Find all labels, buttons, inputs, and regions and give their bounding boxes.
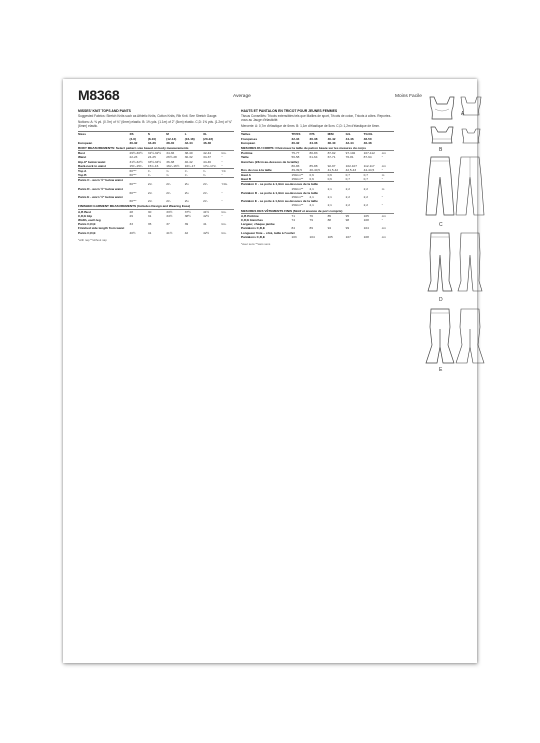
table-cell: 38-40 <box>166 140 175 145</box>
table-cell: Yds. <box>221 182 228 187</box>
table-cell: ¾ <box>166 173 169 178</box>
table-cell: 48-50 <box>363 136 372 141</box>
table-cell: Pantalons C,D,E <box>241 226 265 231</box>
table-cell: 32-34 <box>291 136 300 141</box>
table-cell: 2,2 <box>363 195 368 200</box>
table-cell: TP/XS <box>291 132 309 137</box>
table-cell: European <box>78 140 93 145</box>
table-cell: " <box>381 203 383 208</box>
table-cell: Ins. <box>221 209 227 214</box>
table-cell: 107 <box>345 234 351 239</box>
table-cell: Pants C - worn ½" below waist <box>78 178 129 183</box>
section-title: MESURES DU CORPS: Choisissez la taille du patron basée sur les mesures du corps <box>241 145 394 151</box>
table-cell: 150cm** <box>291 195 304 200</box>
table-cell: TG/XL <box>364 132 382 137</box>
table-cell: Bust <box>78 151 85 156</box>
table-cell: 34-36 <box>147 140 156 145</box>
table-cell: 102-107 <box>345 163 357 168</box>
table-cell: 31 <box>147 213 152 218</box>
table-cell: 75-77 <box>291 151 300 156</box>
table-cell: Pantalon C - se porte à 1,3cm au-dessous de la taille <box>241 182 319 187</box>
table-row <box>78 231 234 235</box>
table-cell: 80-83 <box>291 163 300 168</box>
table-cell: 105 <box>363 213 369 218</box>
table-cell: 95 <box>345 213 350 218</box>
table-cell: 60"** <box>129 182 137 187</box>
table-cell: 150cm** <box>291 177 304 182</box>
table-cell: Sizes <box>78 132 129 137</box>
table-cell: 0,6 <box>328 173 346 178</box>
table-cell: 44-46 <box>203 159 212 164</box>
table-cell: " <box>381 155 383 160</box>
figure-label-a: A <box>461 111 465 117</box>
table-cell: 104 <box>309 234 315 239</box>
table-cell: 41½ <box>166 230 173 235</box>
table-cell: S <box>148 132 166 137</box>
table-cell: 30-32 <box>129 140 138 145</box>
table-cell: 87-92 <box>327 151 336 156</box>
table-cell: 38½ <box>184 213 191 218</box>
table-cell: 98 <box>345 217 350 222</box>
table-cell: 97-102 <box>345 151 356 156</box>
table-cell: 28 <box>129 209 133 214</box>
pants-e-back-illustration <box>455 307 485 367</box>
french-fabrics: Tissus Conseillés: Tricots extensibles tels que Mailles de sport, Tricots de coton, Tricots à côtes. Reportez-vous au Jauge d'élasticité. <box>241 114 392 123</box>
pants-c-back-illustration <box>455 155 485 219</box>
table-cell: 85 <box>327 213 332 218</box>
table-cell: Pantalon D - se porte à 1,3cm au-dessous de la taille <box>241 190 319 195</box>
table-cell: 40-40,5 <box>309 167 321 172</box>
table-cell: 60"** <box>129 173 137 178</box>
table-cell: 87-94 <box>363 155 372 160</box>
table-cell: ¾ <box>185 168 203 173</box>
table-cell: Européen <box>241 140 256 145</box>
table-cell: Poitrine <box>241 151 253 156</box>
table-cell: ¾ <box>203 168 221 173</box>
table-cell: Finished side length from waist <box>78 226 125 231</box>
table-cell: 34-36 <box>309 140 318 145</box>
table-cell: (12-14) <box>166 136 177 141</box>
table-cell: 33 <box>129 222 133 227</box>
table-cell: 36-38 <box>309 136 318 141</box>
table-cell: 31½-32½ <box>147 151 161 156</box>
garment-illustrations <box>417 95 487 395</box>
table-cell: 71 <box>291 213 295 218</box>
table-cell: Top A <box>78 168 129 173</box>
table-cell: A,B Bust <box>78 209 92 214</box>
table-cell: 33½-34½ <box>147 159 161 164</box>
table-cell: 150cm** <box>291 186 304 191</box>
table-cell: 0,7 <box>363 177 368 182</box>
table-cell: 94 <box>327 226 332 231</box>
table-cell: cm <box>381 151 386 156</box>
table-cell: 2,1 <box>309 195 314 200</box>
table-cell: 26½-28 <box>166 155 177 160</box>
table-cell: 42½ <box>203 213 210 218</box>
pants-d-back-illustration <box>455 231 485 295</box>
table-cell: 2¼ <box>147 199 153 204</box>
table-cell: 2,2 <box>363 186 368 191</box>
table-cell: 105 <box>327 234 333 239</box>
table-row <box>78 164 234 169</box>
table-cell: 108 <box>363 234 369 239</box>
table-cell: 38-40 <box>327 140 336 145</box>
french-notions: Mercerie: A: 0,7m d'élastique de 6mm. B: 1,1m d'élastique de 5cm. C,D: 1,2m d'élastique de 6mm. <box>241 124 380 129</box>
table-cell: 31½-32½ <box>129 159 143 164</box>
figure-label-d: D <box>439 297 443 303</box>
table-cell: (16-18) <box>184 136 195 141</box>
table-cell: 2¼ <box>184 182 189 187</box>
table-cell: 2,2 <box>345 186 350 191</box>
table-cell: 46-48 <box>363 140 372 145</box>
table-cell: 33½ <box>166 209 173 214</box>
table-cell: Largeur, chaque jambe <box>241 222 275 227</box>
table-cell: 41,5-42 <box>327 167 339 172</box>
table-cell: 76 <box>309 213 313 218</box>
table-cell: 42,5-43 <box>345 167 357 172</box>
table-cell: 2,1 <box>309 203 314 208</box>
table-cell: 41 <box>203 222 207 227</box>
table-cell: 0,7 <box>364 173 382 178</box>
french-column <box>241 109 394 246</box>
difficulty-english: Average <box>233 94 251 99</box>
pattern-envelope-back <box>63 79 477 663</box>
table-cell: Back-neck to waist <box>78 163 106 168</box>
table-cell: 34-36 <box>166 151 175 156</box>
table-cell: P/S <box>310 132 328 137</box>
table-cell: 2¼ <box>203 199 208 204</box>
table-cell: 2,2 <box>345 203 350 208</box>
top-b-back-illustration <box>457 127 485 147</box>
table-cell: 35 <box>147 222 152 227</box>
table-cell: " <box>221 163 223 168</box>
table-cell: Ins. <box>221 222 227 227</box>
table-cell: Pants C,D,E <box>78 222 96 227</box>
table-cell: " <box>381 217 383 222</box>
table-cell: (4-6) <box>129 136 137 141</box>
table-cell: 46-48 <box>203 140 212 145</box>
table-cell: Pants E - worn ½" below waist <box>78 195 123 200</box>
table-cell: 0,6 <box>309 177 314 182</box>
table-cell: M <box>166 132 184 137</box>
table-cell: 2,2 <box>363 203 368 208</box>
table-cell: cm <box>381 234 386 239</box>
table-cell: 60"** <box>129 190 137 195</box>
table-row <box>241 168 394 173</box>
table-cell: Hanches (23cm au-dessous de la taille) <box>241 159 299 164</box>
table-cell: XS <box>129 132 147 137</box>
table-cell: G/L <box>346 132 364 137</box>
table-cell: 79 <box>309 217 313 222</box>
table-cell: 30-32 <box>291 140 300 145</box>
table-cell: 2¼ <box>166 182 171 187</box>
section-title: MESURES DES VÊTEMENTS FINIS (Motif et aisance de port compris) <box>241 208 394 214</box>
table-cell: 44-46 <box>345 136 354 141</box>
table-cell: 80-83 <box>309 151 318 156</box>
pants-e-front-illustration <box>425 307 455 367</box>
section-title: FINISHED GARMENT MEASUREMENTS (Includes Design and Wearing Ease) <box>78 203 234 209</box>
table-cell: 17¼-17¼ <box>203 163 217 168</box>
top-a-back-illustration <box>457 95 485 119</box>
table-cell: 16¼-16½ <box>166 163 180 168</box>
table-cell: ¾ <box>148 168 166 173</box>
table-cell: 42-44 <box>345 140 354 145</box>
pants-d-front-illustration <box>425 231 455 295</box>
table-cell: Ins. <box>221 151 227 156</box>
table-cell: 34½ <box>166 213 173 218</box>
table-cell: 89 <box>309 226 313 231</box>
table-cell: Width, each leg <box>78 217 101 222</box>
table-cell: 39-39,5 <box>291 167 302 172</box>
table-cell: 2¼ <box>166 190 171 195</box>
table-cell: Ins. <box>221 230 227 235</box>
table-cell: 60"** <box>129 199 137 204</box>
table-cell: 38-40 <box>184 151 193 156</box>
english-size-table <box>78 131 234 234</box>
table-cell: cm <box>381 213 386 218</box>
table-cell: 2,1 <box>309 186 314 191</box>
table-cell: 74 <box>291 217 295 222</box>
table-cell: 2¼ <box>147 190 153 195</box>
table-cell: 2¼ <box>184 190 189 195</box>
table-cell: Longueur finie – côté, taille à l'ourlet <box>241 230 295 235</box>
table-cell: 29½-30½ <box>129 151 143 156</box>
table-cell: 37 <box>166 222 170 227</box>
table-cell: m <box>382 173 394 178</box>
table-cell: 34-37 <box>203 155 212 160</box>
difficulty-french: Moins Facile <box>395 94 422 99</box>
top-a-front-illustration <box>425 95 459 125</box>
table-cell: 60"** <box>129 168 147 173</box>
table-cell: Taille <box>241 155 249 160</box>
table-cell: Françaises <box>241 136 258 141</box>
table-cell: m <box>381 186 385 191</box>
table-cell: 2¼ <box>147 182 153 187</box>
table-cell: 85-88 <box>309 163 318 168</box>
section-title: BODY MEASUREMENTS: Select pattern size based on body measurements <box>78 145 234 151</box>
table-cell: 24-25 <box>147 155 156 160</box>
table-cell: 15¾-16 <box>147 163 159 168</box>
table-cell: 112-117 <box>363 163 375 168</box>
table-cell: " <box>381 195 383 200</box>
table-cell: 2,1 <box>327 203 332 208</box>
table-cell: Pants D - worn ½" below waist <box>78 186 123 191</box>
table-cell: Dos du cou à la taille <box>241 167 272 172</box>
table-cell: 2¼ <box>166 199 171 204</box>
table-cell: 61-64 <box>309 155 318 160</box>
table-cell: 42½ <box>203 230 210 235</box>
table-cell: 0,7 <box>345 177 350 182</box>
table-cell: Waist <box>78 155 87 160</box>
table-cell: Yd. <box>222 168 234 173</box>
table-cell: 88 <box>327 217 332 222</box>
table-cell: 41½ <box>203 209 210 214</box>
table-cell: 42 <box>184 230 189 235</box>
table-cell: 99 <box>345 226 350 231</box>
table-cell: " <box>221 173 223 178</box>
figure-label-b: B <box>439 147 443 153</box>
table-cell: Hip-9" below waist <box>78 159 106 164</box>
table-cell: 37½ <box>184 209 191 214</box>
table-cell: 67-71 <box>327 155 336 160</box>
table-cell: cm <box>381 226 386 231</box>
table-cell: XL <box>203 132 221 137</box>
table-cell: 0,7 <box>346 173 364 178</box>
english-footnote: *with nap **without nap <box>78 237 107 242</box>
table-cell: Pants C,D,E <box>78 230 96 235</box>
table-cell: ¾ <box>166 168 184 173</box>
english-notions: Notions: A: ⅜ yd. (0.7m) of ¾" (6mm) elastic. B: 1⅜ yds. (1.1m) of 2" (5cm) elastic. C,D: 1⅜ yds. (1.2m) of ¾" (6mm) elastic. <box>78 120 233 129</box>
table-cell: A,B Poitrine <box>241 213 259 218</box>
table-cell: 0,6 <box>327 177 332 182</box>
table-cell: " <box>221 155 223 160</box>
table-cell: L <box>185 132 203 137</box>
table-cell: 29 <box>129 213 133 218</box>
table-cell: ¾ <box>203 173 206 178</box>
table-cell: C,D,E Hip <box>78 213 93 218</box>
table-cell: cm <box>381 163 386 168</box>
table-cell: 44-44,5 <box>363 167 375 172</box>
table-cell: 2,1 <box>327 195 332 200</box>
table-cell: 2,2 <box>345 195 350 200</box>
table-cell: 15¾-15¾ <box>129 163 143 168</box>
table-cell: 36-38 <box>166 159 175 164</box>
french-title: HAUTS ET PANTALON EN TRICOT POUR JEUNES FEMMES <box>241 109 338 113</box>
table-cell: 16¾-17 <box>184 163 196 168</box>
table-cell: (20-22) <box>203 136 214 141</box>
table-cell: 40-42 <box>184 159 193 164</box>
french-size-table <box>241 131 394 239</box>
table-cell: " <box>381 167 383 172</box>
table-cell: Top B <box>78 173 87 178</box>
table-cell: 56-58 <box>291 155 300 160</box>
table-cell: 108 <box>363 217 369 222</box>
table-cell: 107-112 <box>363 151 375 156</box>
table-cell: Haut A <box>241 173 291 178</box>
table-cell: 76-81 <box>345 155 354 160</box>
english-column <box>78 109 234 242</box>
sheet-content <box>78 87 467 653</box>
table-cell: " <box>221 190 223 195</box>
english-title: MISSES' KNIT TOPS AND PANTS <box>78 109 131 113</box>
figure-label-e: E <box>439 367 443 373</box>
table-cell: 2¼ <box>184 199 189 204</box>
table-cell: Pantalons C,D,E <box>241 234 265 239</box>
pants-c-front-illustration <box>425 155 455 219</box>
table-cell: 2¼ <box>203 182 208 187</box>
table-cell: 103 <box>291 234 297 239</box>
english-fabrics: Suggested Fabrics: Stretch Knits such as Athletic Knits, Cotton Knits, Rib Knit. See Stretch Gauge. <box>78 114 218 119</box>
table-cell: 41 <box>147 230 152 235</box>
table-cell: " <box>221 199 223 204</box>
table-cell: (8-10) <box>147 136 157 141</box>
top-b-front-illustration <box>425 125 459 147</box>
table-cell: 40-42 <box>327 136 336 141</box>
table-cell: 2,1 <box>327 186 332 191</box>
table-cell: 42-44 <box>184 140 193 145</box>
table-cell: 0,6 <box>310 173 328 178</box>
table-cell: 40½ <box>129 230 136 235</box>
table-cell: 2¼ <box>203 190 208 195</box>
french-footnote: *avec sens **sans sens <box>241 241 271 246</box>
table-cell: " <box>221 159 223 164</box>
pattern-number: M8368 <box>78 87 120 103</box>
table-cell: 104 <box>363 226 369 231</box>
table-cell: C,D,E Hanches <box>241 217 264 222</box>
table-cell: 92-97 <box>327 163 336 168</box>
table-cell: Haut B <box>241 177 251 182</box>
table-cell: ¾ <box>147 173 151 178</box>
table-cell: 22-23 <box>129 155 138 160</box>
table-cell: 42-44 <box>203 151 212 156</box>
table-cell: Tailles <box>241 132 291 137</box>
table-cell: " <box>221 213 223 218</box>
table-cell: 150cm** <box>291 203 304 208</box>
table-cell: 150cm** <box>291 173 309 178</box>
table-cell: ¾ <box>184 173 188 178</box>
table-cell: 39 <box>184 222 189 227</box>
table-cell: 30-32 <box>184 155 193 160</box>
figure-label-c: C <box>439 222 443 228</box>
table-cell: 84 <box>291 226 295 231</box>
table-cell: M/M <box>328 132 346 137</box>
table-cell: " <box>381 177 383 182</box>
table-row <box>241 235 394 239</box>
table-cell: Pantalon E - se porte à 1,3cm au-dessous de la taille <box>241 199 318 204</box>
table-cell: 30 <box>147 209 152 214</box>
